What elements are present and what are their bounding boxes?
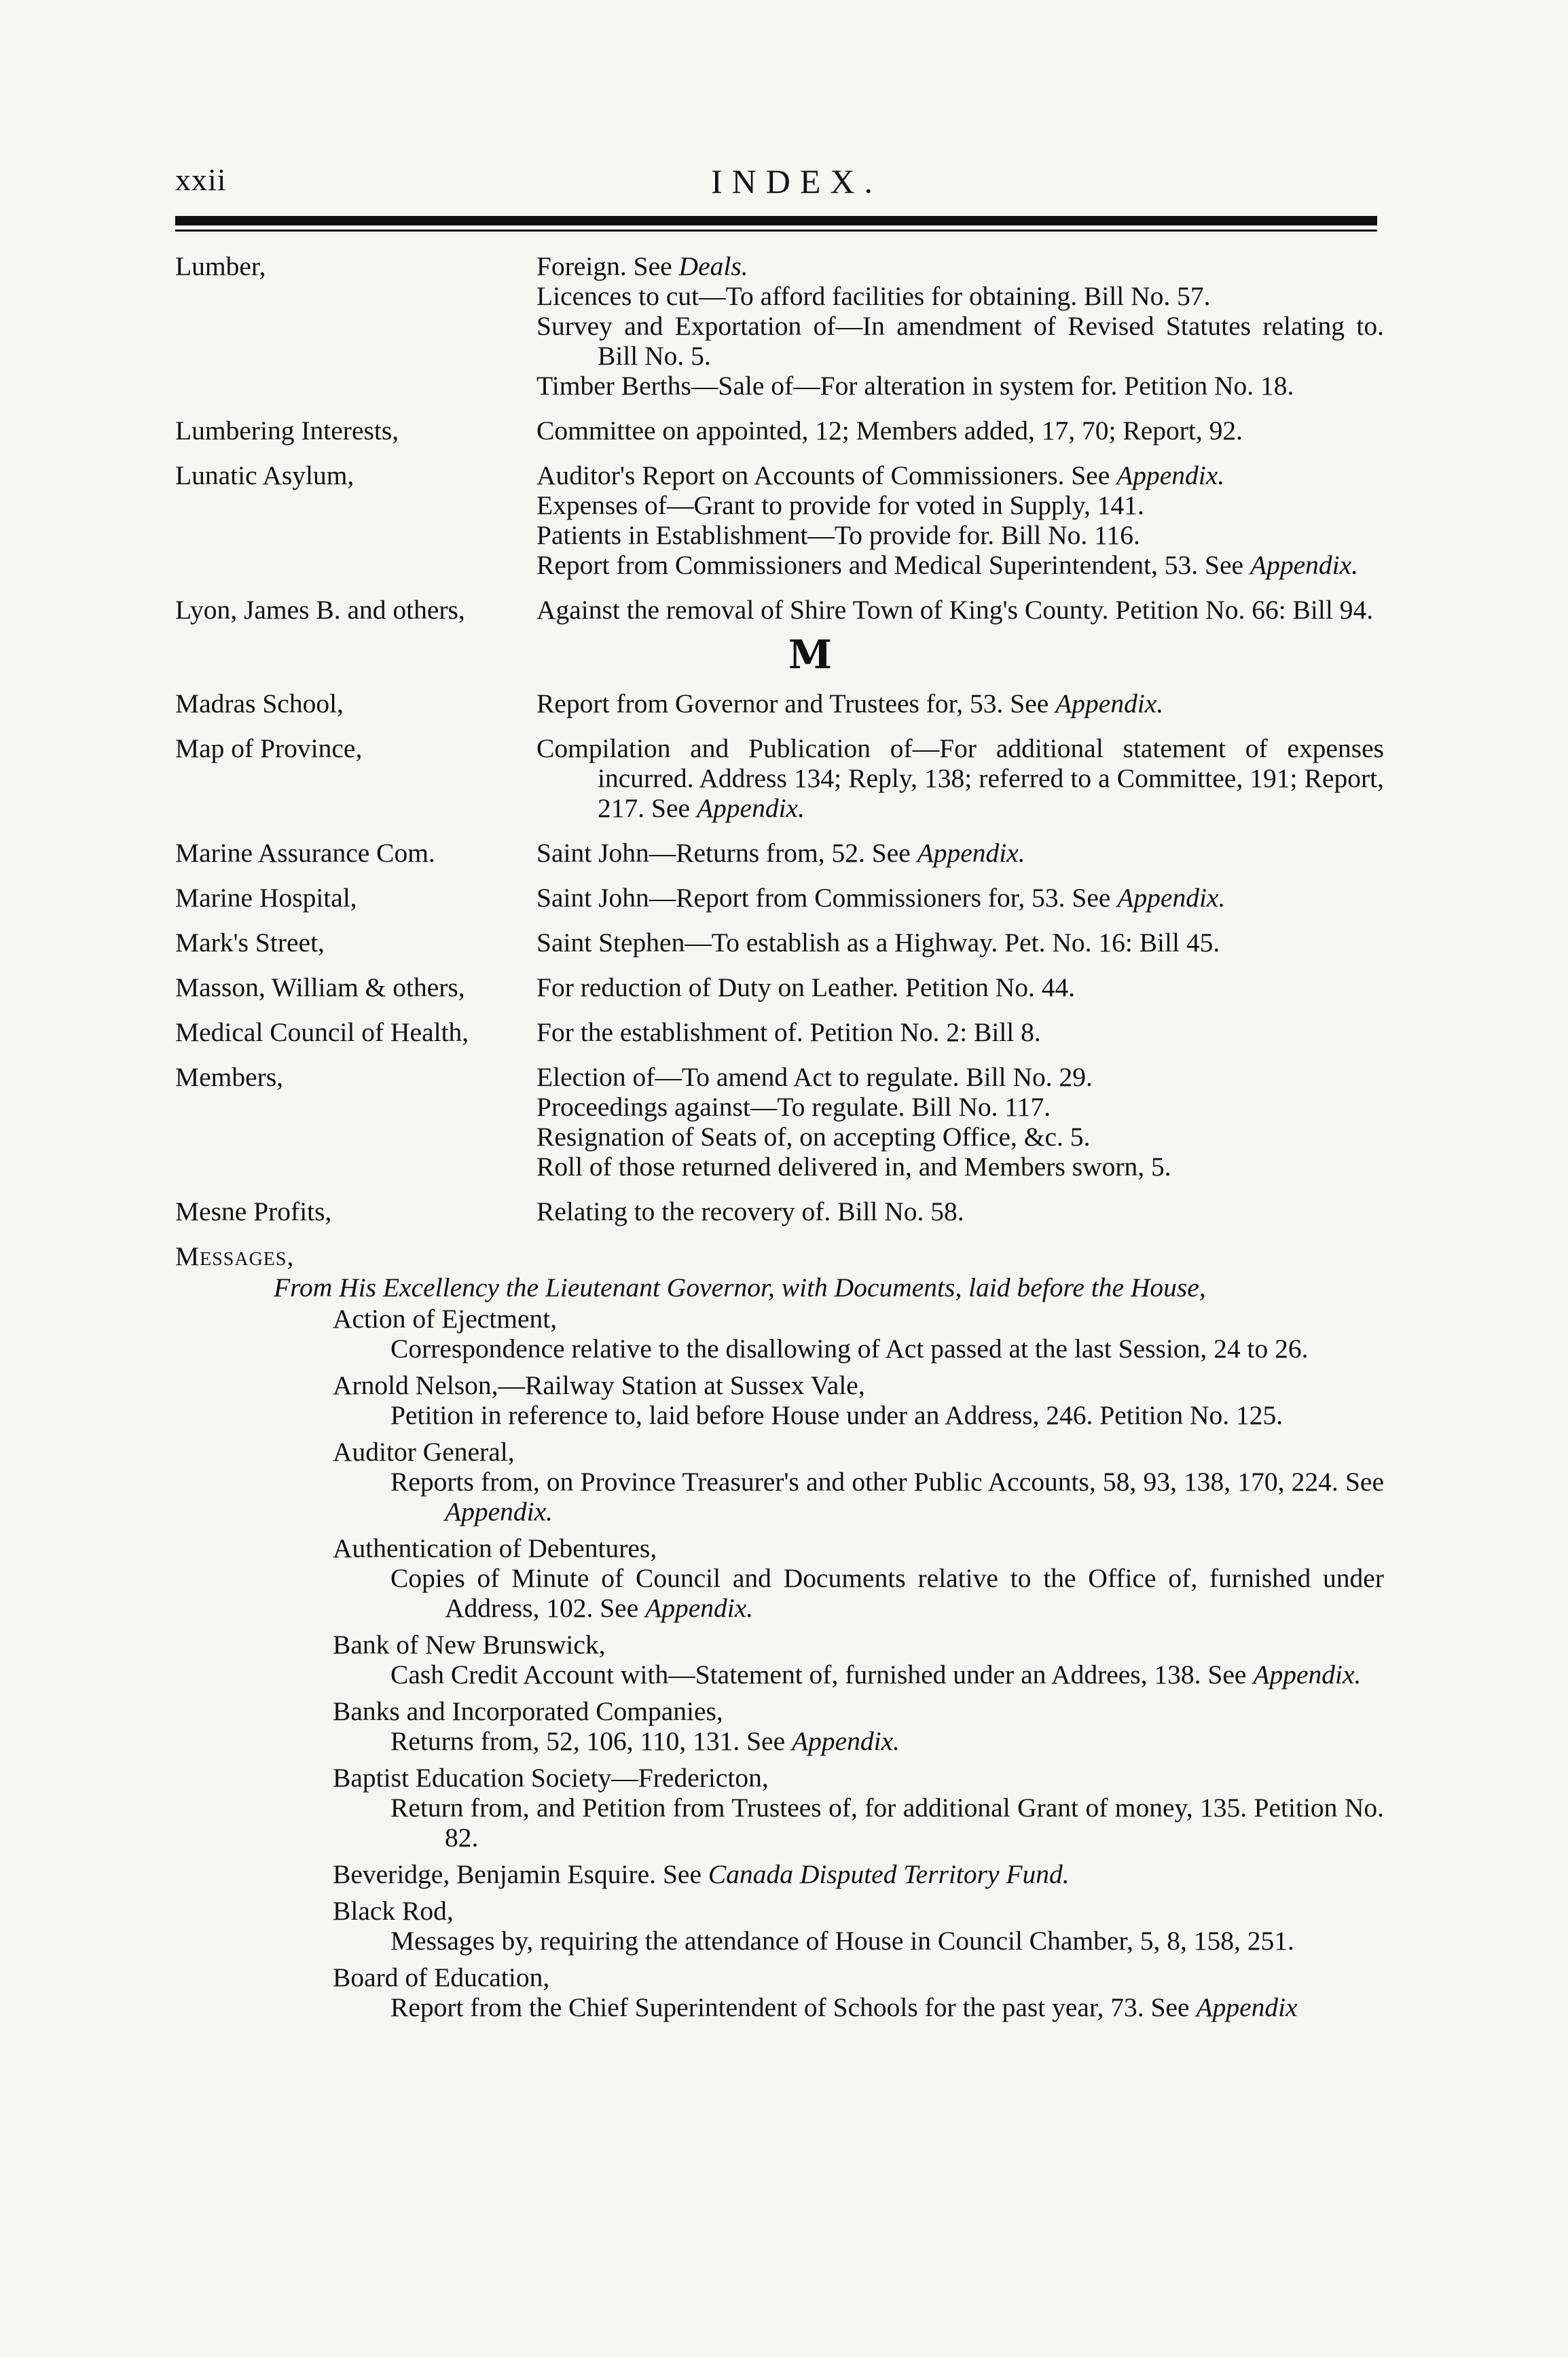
entry-text: Licences to cut—To afford facilities for obtaining. Bill No. 57. bbox=[536, 281, 1211, 311]
message-title-text: Authentication of Debentures, bbox=[333, 1533, 657, 1563]
index-entry bbox=[175, 251, 1384, 401]
index-entry bbox=[175, 1017, 1384, 1047]
message-title-text: Action of Ejectment, bbox=[333, 1304, 558, 1334]
entry-line bbox=[536, 251, 1384, 281]
entry-italic: Deals. bbox=[678, 251, 748, 281]
page-number: xxii bbox=[175, 162, 227, 197]
message-desc-text: Petition in reference to, laid before House under an Address, 246. Petition No. 125. bbox=[390, 1400, 1283, 1430]
entry-text: Survey and Exportation of—In amendment of Revised Statutes relating to. Bill No. 5. bbox=[536, 311, 1384, 371]
entry-line bbox=[536, 595, 1384, 625]
entry-text: Compilation and Publication of—For additional statement of expenses incurred. Address 134; Reply, 138; referred to a Committee, 191; Report, 217. See bbox=[536, 733, 1384, 823]
message-entry bbox=[175, 1304, 1384, 1364]
message-title bbox=[333, 1304, 1384, 1334]
message-title bbox=[333, 1859, 1384, 1889]
message-description bbox=[333, 1334, 1384, 1364]
message-entry bbox=[175, 1437, 1384, 1527]
message-desc-text: Correspondence relative to the disallowing of Act passed at the last Session, 24 to 26. bbox=[390, 1334, 1309, 1364]
message-desc-text: Copies of Minute of Council and Documents relative to the Office of, furnished under Address, 102. See bbox=[390, 1563, 1384, 1623]
index-entry bbox=[175, 689, 1384, 718]
index-entry bbox=[175, 972, 1384, 1002]
messages-section bbox=[175, 1241, 1384, 2022]
entry-italic: Appendix. bbox=[1055, 689, 1164, 718]
entry-line bbox=[536, 371, 1384, 401]
entry-line bbox=[536, 838, 1384, 868]
entry-line bbox=[536, 460, 1384, 490]
entry-text: Proceedings against—To regulate. Bill No. 117. bbox=[536, 1092, 1051, 1122]
entry-body bbox=[536, 1196, 1384, 1226]
index-content bbox=[175, 251, 1384, 2029]
entry-heading: Map of Province, bbox=[175, 733, 363, 763]
entry-text: Resignation of Seats of, on accepting Office, &c. 5. bbox=[536, 1122, 1091, 1152]
entry-italic: Appendix. bbox=[1117, 883, 1226, 913]
entry-line bbox=[536, 689, 1384, 718]
entry-line bbox=[536, 972, 1384, 1002]
message-entry bbox=[175, 1896, 1384, 1956]
message-desc-text: Cash Credit Account with—Statement of, furnished under an Addrees, 138. See bbox=[390, 1660, 1254, 1689]
index-entry bbox=[175, 416, 1384, 445]
entry-body bbox=[536, 838, 1384, 868]
message-title bbox=[333, 1630, 1384, 1660]
message-title-text: Arnold Nelson,—Railway Station at Sussex Vale, bbox=[333, 1370, 865, 1400]
index-entry bbox=[175, 928, 1384, 957]
message-title bbox=[333, 1696, 1384, 1726]
entry-body bbox=[536, 928, 1384, 957]
message-description bbox=[333, 1926, 1384, 1956]
entry-italic: Appendix. bbox=[696, 793, 805, 823]
entry-italic: Appendix. bbox=[917, 838, 1025, 868]
message-title bbox=[333, 1896, 1384, 1926]
entry-body bbox=[536, 733, 1384, 823]
entry-line bbox=[536, 281, 1384, 311]
message-desc-italic: Appendix. bbox=[1253, 1660, 1362, 1689]
message-desc-italic: Appendix. bbox=[645, 1593, 754, 1623]
index-entry bbox=[175, 838, 1384, 868]
entry-line bbox=[536, 1017, 1384, 1047]
entries-l-section bbox=[175, 251, 1384, 625]
entry-text: Saint John—Report from Commissioners for, 53. See bbox=[536, 883, 1118, 913]
header-rule-thin bbox=[175, 230, 1377, 232]
message-description bbox=[333, 1793, 1384, 1852]
message-desc-text: Reports from, on Province Treasurer's and other Public Accounts, 58, 93, 138, 170, 224. See bbox=[390, 1467, 1384, 1497]
entry-text: Expenses of—Grant to provide for voted in Supply, 141. bbox=[536, 490, 1144, 520]
entry-line bbox=[536, 1152, 1384, 1182]
entry-heading: Lumbering Interests, bbox=[175, 416, 399, 445]
entry-text: Saint John—Returns from, 52. See bbox=[536, 838, 917, 868]
message-desc-text: Returns from, 52, 106, 110, 131. See bbox=[390, 1726, 792, 1756]
entry-text: Report from Governor and Trustees for, 53. See bbox=[536, 689, 1056, 718]
message-entry bbox=[175, 1962, 1384, 2022]
message-description bbox=[333, 1400, 1384, 1430]
entry-line bbox=[536, 733, 1384, 823]
running-title: INDEX. bbox=[710, 162, 883, 200]
entry-body bbox=[536, 689, 1384, 718]
message-entry bbox=[175, 1859, 1384, 1889]
entry-heading: Mesne Profits, bbox=[175, 1196, 332, 1226]
entry-line bbox=[536, 520, 1384, 550]
entry-line bbox=[536, 883, 1384, 913]
message-desc-text: Return from, and Petition from Trustees of, for additional Grant of money, 135. Petition No. 82. bbox=[390, 1793, 1384, 1852]
entry-italic: Appendix. bbox=[1116, 460, 1225, 490]
index-entry bbox=[175, 595, 1384, 625]
entry-body bbox=[536, 1017, 1384, 1047]
message-description bbox=[333, 1992, 1384, 2022]
entry-line bbox=[536, 1196, 1384, 1226]
message-description bbox=[333, 1467, 1384, 1527]
entry-heading: Mark's Street, bbox=[175, 928, 325, 957]
entry-text: Auditor's Report on Accounts of Commissioners. See bbox=[536, 460, 1117, 490]
index-entry bbox=[175, 883, 1384, 913]
entry-body bbox=[536, 416, 1384, 445]
message-title-text: Black Rod, bbox=[333, 1896, 454, 1926]
entry-heading: Members, bbox=[175, 1062, 284, 1092]
message-title-text: Board of Education, bbox=[333, 1962, 550, 1992]
header-rule-thick bbox=[175, 216, 1377, 225]
entry-text: Election of—To amend Act to regulate. Bill No. 29. bbox=[536, 1062, 1093, 1092]
message-desc-text: Messages by, requiring the attendance of House in Council Chamber, 5, 8, 158, 251. bbox=[390, 1926, 1294, 1956]
message-description bbox=[333, 1726, 1384, 1756]
entry-heading: Marine Hospital, bbox=[175, 883, 357, 913]
entry-heading: Madras School, bbox=[175, 689, 344, 718]
section-letter-m: M bbox=[788, 632, 833, 678]
message-title bbox=[333, 1437, 1384, 1467]
entry-text: Committee on appointed, 12; Members added, 17, 70; Report, 92. bbox=[536, 416, 1243, 445]
entry-body bbox=[536, 1062, 1384, 1182]
entry-heading: Lunatic Asylum, bbox=[175, 460, 354, 490]
entry-text: Patients in Establishment—To provide for. Bill No. 116. bbox=[536, 520, 1140, 550]
entry-heading: Lyon, James B. and others, bbox=[175, 595, 465, 625]
entry-line bbox=[536, 1062, 1384, 1092]
entry-text: Roll of those returned delivered in, and Members sworn, 5. bbox=[536, 1152, 1171, 1182]
entry-line bbox=[536, 416, 1384, 445]
message-title-text: Auditor General, bbox=[333, 1437, 515, 1467]
entry-line bbox=[536, 928, 1384, 957]
entry-body bbox=[536, 972, 1384, 1002]
messages-subheading: From His Excellency the Lieutenant Governor, with Documents, laid before the House, bbox=[274, 1273, 1206, 1302]
message-description bbox=[333, 1660, 1384, 1689]
message-entry bbox=[175, 1763, 1384, 1852]
entry-text: For reduction of Duty on Leather. Petition No. 44. bbox=[536, 972, 1076, 1002]
message-title bbox=[333, 1533, 1384, 1563]
entry-body bbox=[536, 595, 1384, 625]
message-entry bbox=[175, 1630, 1384, 1689]
message-entry bbox=[175, 1533, 1384, 1623]
entry-line bbox=[536, 490, 1384, 520]
entry-heading: Medical Council of Health, bbox=[175, 1017, 469, 1047]
messages-list bbox=[175, 1304, 1384, 2022]
entry-text: Relating to the recovery of. Bill No. 58. bbox=[536, 1196, 964, 1226]
entry-text: Timber Berths—Sale of—For alteration in system for. Petition No. 18. bbox=[536, 371, 1294, 401]
message-title-text: Bank of New Brunswick, bbox=[333, 1630, 606, 1660]
message-description bbox=[333, 1563, 1384, 1623]
entry-line bbox=[536, 550, 1384, 580]
message-desc-italic: Appendix. bbox=[445, 1497, 553, 1527]
message-desc-italic: Appendix bbox=[1196, 1992, 1298, 2022]
entry-body bbox=[536, 883, 1384, 913]
entry-body bbox=[536, 251, 1384, 401]
index-entry bbox=[175, 733, 1384, 823]
message-title bbox=[333, 1962, 1384, 1992]
entry-text: For the establishment of. Petition No. 2: Bill 8. bbox=[536, 1017, 1041, 1047]
entry-heading: Masson, William & others, bbox=[175, 972, 465, 1002]
index-entry bbox=[175, 1062, 1384, 1182]
page-header bbox=[175, 162, 1377, 209]
entry-text: Saint Stephen—To establish as a Highway. Pet. No. 16: Bill 45. bbox=[536, 928, 1220, 957]
index-entry bbox=[175, 460, 1384, 580]
entry-text: Foreign. See bbox=[536, 251, 679, 281]
message-title-italic: Canada Disputed Territory Fund. bbox=[708, 1859, 1070, 1889]
messages-heading: Messages, bbox=[175, 1241, 295, 1271]
message-title bbox=[333, 1763, 1384, 1793]
entry-text: Report from Commissioners and Medical Superintendent, 53. See bbox=[536, 550, 1250, 580]
entry-italic: Appendix. bbox=[1250, 550, 1359, 580]
entry-body bbox=[536, 460, 1384, 580]
entry-line bbox=[536, 311, 1384, 371]
message-title-text: Banks and Incorporated Companies, bbox=[333, 1696, 723, 1726]
entry-heading: Lumber, bbox=[175, 251, 266, 281]
entry-line bbox=[536, 1092, 1384, 1122]
message-title-text: Beveridge, Benjamin Esquire. See bbox=[333, 1859, 708, 1889]
message-desc-text: Report from the Chief Superintendent of Schools for the past year, 73. See bbox=[390, 1992, 1197, 2022]
message-title bbox=[333, 1370, 1384, 1400]
message-entry bbox=[175, 1696, 1384, 1756]
entry-text: Against the removal of Shire Town of King's County. Petition No. 66: Bill 94. bbox=[536, 595, 1374, 625]
entry-heading: Marine Assurance Com. bbox=[175, 838, 435, 868]
message-title-text: Baptist Education Society—Fredericton, bbox=[333, 1763, 769, 1793]
message-desc-italic: Appendix. bbox=[791, 1726, 900, 1756]
entry-line bbox=[536, 1122, 1384, 1152]
index-entry bbox=[175, 1196, 1384, 1226]
entries-m-section bbox=[175, 689, 1384, 1226]
message-entry bbox=[175, 1370, 1384, 1430]
